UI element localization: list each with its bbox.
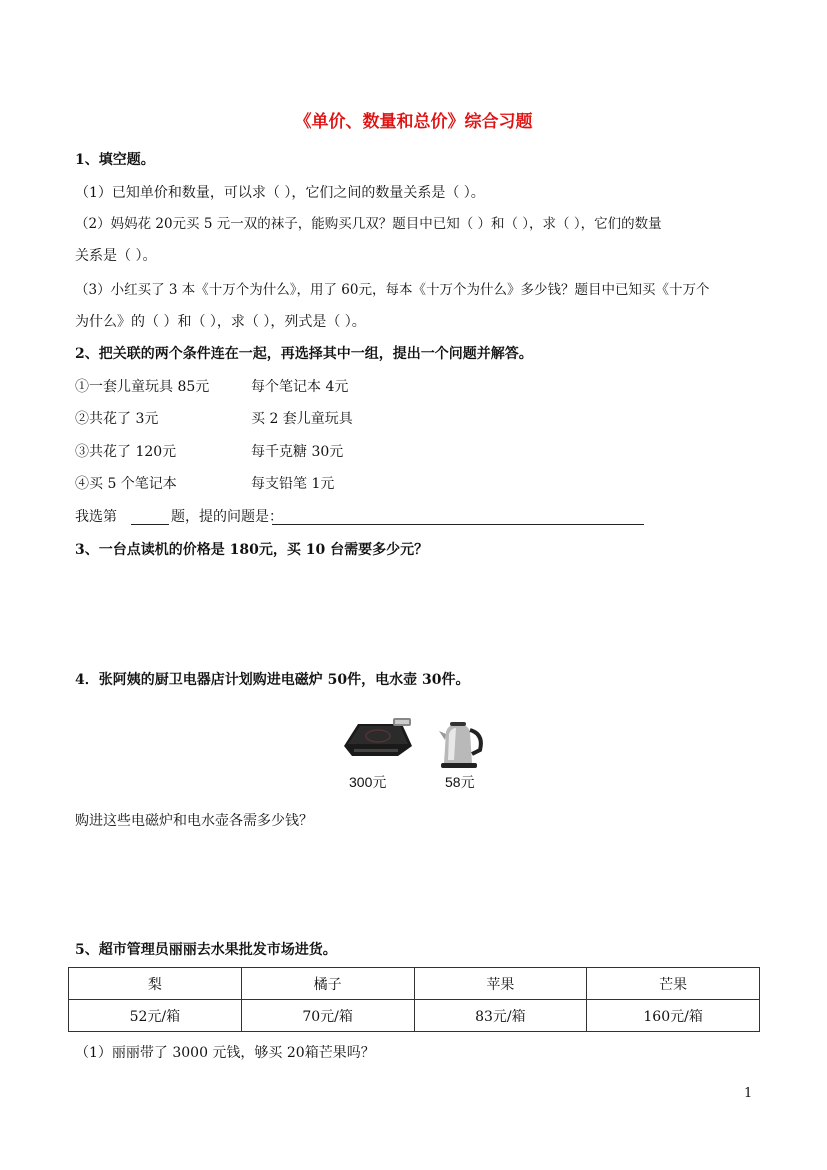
price-apple: 83元/箱: [414, 1000, 587, 1032]
electric-kettle-image: [436, 720, 486, 770]
q5-text: 5、超市管理员丽丽去水果批发市场进货。: [75, 942, 337, 958]
price-orange: 70元/箱: [241, 1000, 414, 1032]
q2-right-4: 每支铅笔 1元: [251, 476, 335, 492]
table-row: [69, 1000, 760, 1032]
q2-right-3: 每千克糖 30元: [251, 444, 344, 460]
q2-choose-label: 我选第: [75, 509, 117, 525]
page-title: 《单价、数量和总价》综合习题: [294, 112, 533, 132]
q2-right-1: 每个笔记本 4元: [251, 379, 349, 395]
q4-question: 购进这些电磁炉和电水壶各需多少钱？: [75, 813, 313, 829]
price-pear: 52元/箱: [69, 1000, 242, 1032]
header-apple: 苹果: [414, 968, 587, 1000]
q3-text: 3、一台点读机的价格是 180元，买 10 台需要多少元？: [75, 542, 429, 558]
fruit-price-table: [68, 967, 760, 1032]
q4-text: 4．张阿姨的厨卫电器店计划购进电磁炉 50件，电水壶 30件。: [75, 672, 470, 688]
q1-part3-line2: 为什么》的（ ）和（ ），求（ ），列式是（ ）。: [75, 314, 366, 330]
header-orange: 橘子: [241, 968, 414, 1000]
header-pear: 梨: [69, 968, 242, 1000]
q2-question-blank: [272, 524, 644, 525]
q1-part3-line1: （3）小红买了 3 本《十万个为什么》，用了 60元，每本《十万个为什么》多少钱？题目中已知买《十万个: [75, 282, 710, 298]
q2-left-1: ①一套儿童玩具 85元: [75, 379, 210, 395]
q1-part1: （1）已知单价和数量，可以求（ ），它们之间的数量关系是（ ）。: [75, 185, 485, 201]
page-number: 1: [744, 1086, 753, 1101]
q2-left-2: ②共花了 3元: [75, 411, 159, 427]
q2-heading: 2、把关联的两个条件连在一起，再选择其中一组，提出一个问题并解答。: [75, 346, 533, 362]
electric-kettle-price: 58元: [445, 774, 475, 790]
header-mango: 芒果: [587, 968, 760, 1000]
q1-heading: 1、填空题。: [75, 152, 155, 168]
q1-part2-line2: 关系是（ ）。: [75, 248, 157, 264]
q1-part2-line1: （2）妈妈花 20元买 5 元一双的袜子，能购买几双？题目中已知（ ）和（ ），求（ ），它们的数量: [75, 216, 662, 232]
q2-left-4: ④买 5 个笔记本: [75, 476, 177, 492]
price-mango: 160元/箱: [587, 1000, 760, 1032]
q5-sub1: （1）丽丽带了 3000 元钱，够买 20箱芒果吗？: [75, 1045, 375, 1061]
q2-right-2: 买 2 套儿童玩具: [251, 411, 353, 427]
induction-cooker-price: 300元: [349, 774, 387, 790]
induction-cooker-image: [340, 716, 418, 760]
q2-left-3: ③共花了 120元: [75, 444, 177, 460]
q2-question-label: 题，提的问题是：: [171, 509, 283, 525]
q2-choice-blank: [131, 524, 169, 525]
table-header-row: [69, 968, 760, 1000]
